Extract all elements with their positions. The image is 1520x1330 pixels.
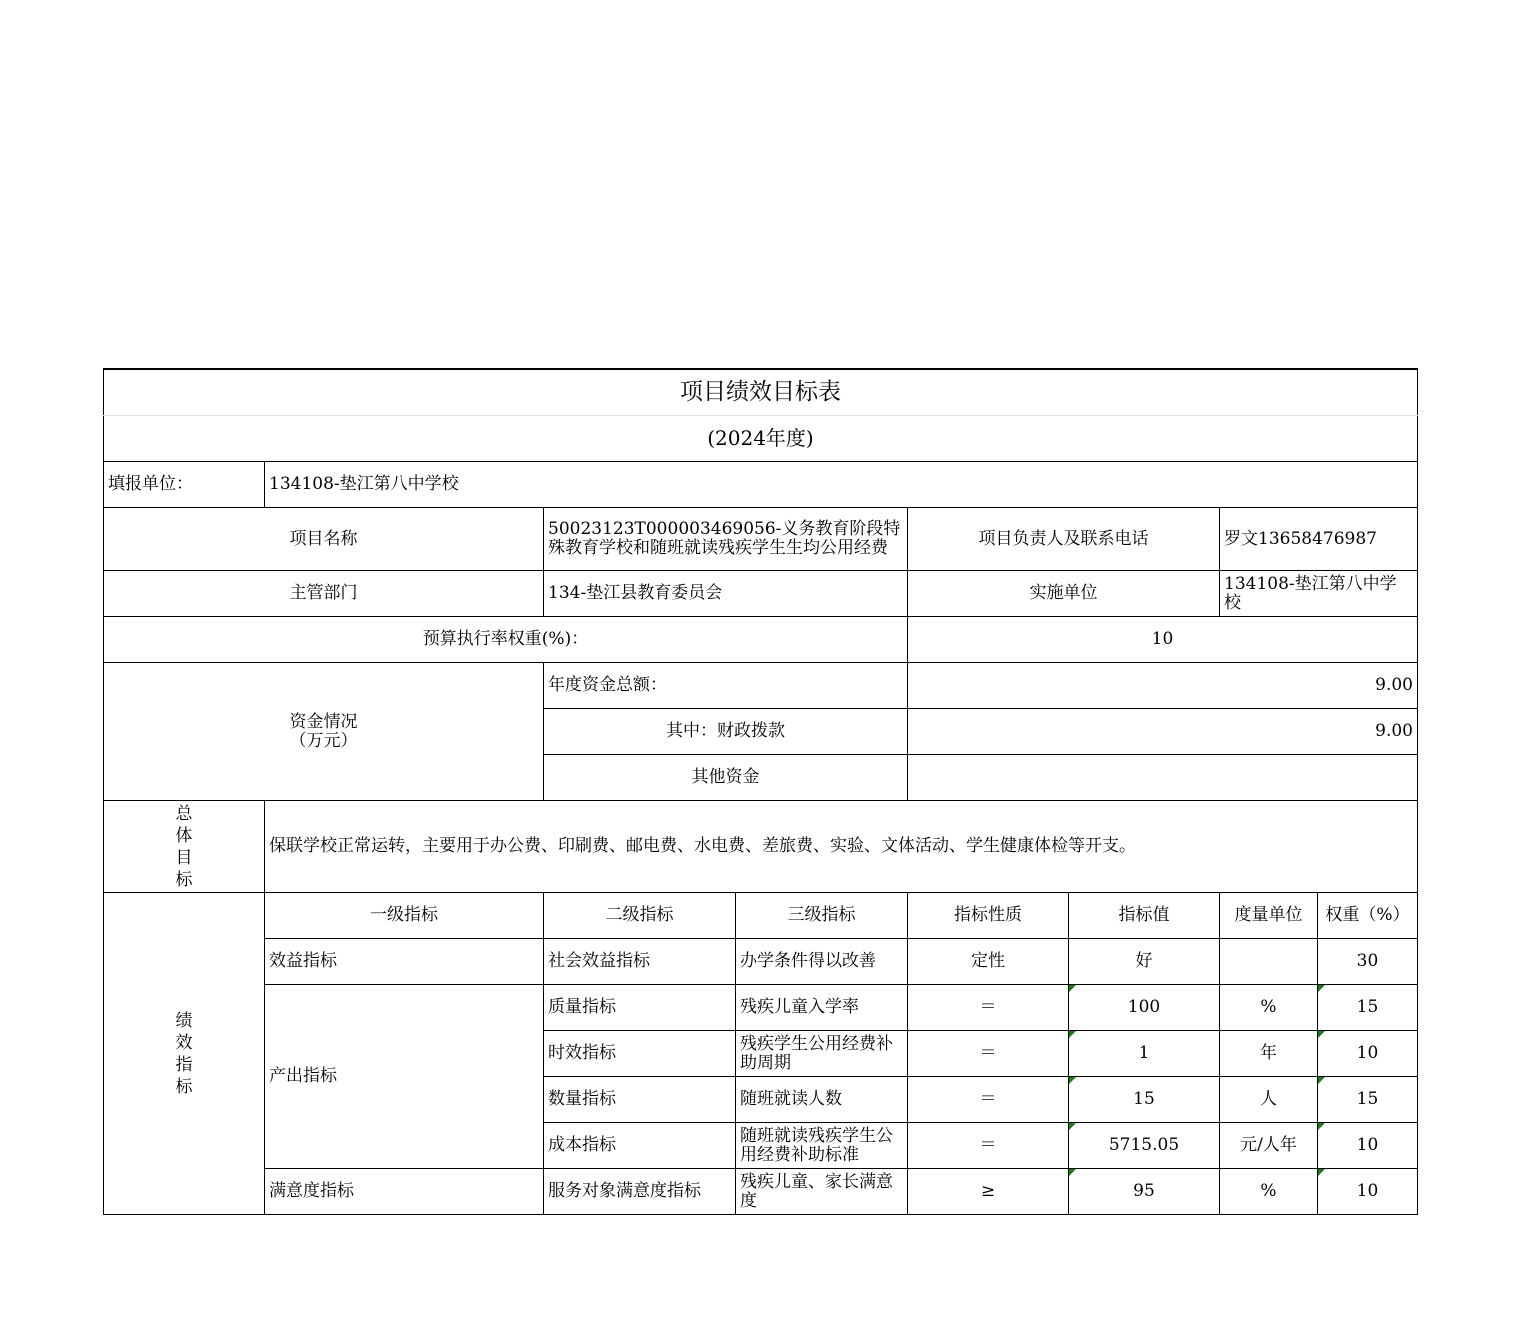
table-row bbox=[104, 939, 1418, 985]
owner-value: 罗文13658476987 bbox=[1220, 508, 1418, 571]
budget-weight-label: 预算执行率权重(%)： bbox=[104, 617, 908, 663]
row-level3: 残疾学生公用经费补助周期 bbox=[736, 1031, 908, 1077]
row-level1: 满意度指标 bbox=[265, 1169, 544, 1215]
row-nature: ＝ bbox=[908, 1077, 1069, 1123]
row-value: 好 bbox=[1069, 939, 1220, 985]
row-value: 1 bbox=[1069, 1031, 1220, 1077]
budget-weight-value: 10 bbox=[908, 617, 1418, 663]
project-name-label: 项目名称 bbox=[104, 508, 544, 571]
row-level2: 服务对象满意度指标 bbox=[544, 1169, 736, 1215]
dept-label: 主管部门 bbox=[104, 571, 544, 617]
table-subtitle: (2024年度) bbox=[104, 416, 1418, 462]
row-unit: 年 bbox=[1220, 1031, 1318, 1077]
dept-value: 134-垫江县教育委员会 bbox=[544, 571, 908, 617]
row-weight: 15 bbox=[1318, 985, 1418, 1031]
row-value: 100 bbox=[1069, 985, 1220, 1031]
row-nature: 定性 bbox=[908, 939, 1069, 985]
row-level1: 效益指标 bbox=[265, 939, 544, 985]
row-weight: 10 bbox=[1318, 1031, 1418, 1077]
unit-label: 填报单位： bbox=[104, 462, 265, 508]
header-unit: 度量单位 bbox=[1220, 893, 1318, 939]
row-weight: 10 bbox=[1318, 1169, 1418, 1215]
funds-label-line-1: 资金情况 bbox=[289, 711, 358, 732]
owner-label: 项目负责人及联系电话 bbox=[908, 508, 1220, 571]
row-nature: ＝ bbox=[908, 1031, 1069, 1077]
performance-target-sheet bbox=[103, 368, 1417, 1215]
funds-other-label: 其他资金 bbox=[544, 755, 908, 801]
row-level2: 数量指标 bbox=[544, 1077, 736, 1123]
impl-value: 134108-垫江第八中学校 bbox=[1220, 571, 1418, 617]
row-weight: 30 bbox=[1318, 939, 1418, 985]
goal-label-char: 总 bbox=[175, 803, 193, 824]
unit-value: 134108-垫江第八中学校 bbox=[265, 462, 1418, 508]
row-unit: % bbox=[1220, 985, 1318, 1031]
funds-fiscal-value: 9.00 bbox=[908, 709, 1418, 755]
funds-label bbox=[104, 663, 544, 801]
row-unit: 元/人年 bbox=[1220, 1123, 1318, 1169]
goal-label-char: 目 bbox=[175, 847, 193, 868]
row-level2: 成本指标 bbox=[544, 1123, 736, 1169]
row-weight: 15 bbox=[1318, 1077, 1418, 1123]
header-level3: 三级指标 bbox=[736, 893, 908, 939]
row-unit: 人 bbox=[1220, 1077, 1318, 1123]
funds-total-label: 年度资金总额： bbox=[544, 663, 908, 709]
project-name-value: 50023123T000003469056-义务教育阶段特殊教育学校和随班就读残疾学生生均公用经费 bbox=[544, 508, 908, 571]
row-nature: ＝ bbox=[908, 985, 1069, 1031]
row-level2: 质量指标 bbox=[544, 985, 736, 1031]
table-title: 项目绩效目标表 bbox=[104, 369, 1418, 416]
row-level3: 随班就读人数 bbox=[736, 1077, 908, 1123]
goal-label-char: 标 bbox=[175, 869, 193, 890]
row-level3: 办学条件得以改善 bbox=[736, 939, 908, 985]
funds-label-line-2: （万元） bbox=[289, 730, 358, 751]
funds-total-value: 9.00 bbox=[908, 663, 1418, 709]
performance-indicator-label bbox=[104, 893, 265, 1215]
row-level3: 残疾儿童、家长满意度 bbox=[736, 1169, 908, 1215]
header-value: 指标值 bbox=[1069, 893, 1220, 939]
performance-target-table bbox=[103, 368, 1418, 1215]
funds-fiscal-label: 其中：财政拨款 bbox=[544, 709, 908, 755]
row-unit bbox=[1220, 939, 1318, 985]
row-weight: 10 bbox=[1318, 1123, 1418, 1169]
header-level2: 二级指标 bbox=[544, 893, 736, 939]
perf-label-char: 绩 bbox=[175, 1010, 193, 1031]
header-nature: 指标性质 bbox=[908, 893, 1069, 939]
row-level3: 随班就读残疾学生公用经费补助标准 bbox=[736, 1123, 908, 1169]
perf-label-char: 标 bbox=[175, 1076, 193, 1097]
header-weight: 权重（%） bbox=[1318, 893, 1418, 939]
row-level3: 残疾儿童入学率 bbox=[736, 985, 908, 1031]
row-unit: % bbox=[1220, 1169, 1318, 1215]
goal-label-char: 体 bbox=[175, 825, 193, 846]
row-value: 95 bbox=[1069, 1169, 1220, 1215]
row-value: 5715.05 bbox=[1069, 1123, 1220, 1169]
row-level2: 时效指标 bbox=[544, 1031, 736, 1077]
funds-other-value bbox=[908, 755, 1418, 801]
impl-label: 实施单位 bbox=[908, 571, 1220, 617]
row-level1: 产出指标 bbox=[265, 985, 544, 1169]
overall-goal-text: 保联学校正常运转，主要用于办公费、印刷费、邮电费、水电费、差旅费、实验、文体活动、学生健康体检等开支。 bbox=[265, 801, 1418, 893]
perf-label-char: 指 bbox=[175, 1054, 193, 1075]
row-nature: ＝ bbox=[908, 1123, 1069, 1169]
overall-goal-label bbox=[104, 801, 265, 893]
header-level1: 一级指标 bbox=[265, 893, 544, 939]
row-value: 15 bbox=[1069, 1077, 1220, 1123]
table-row bbox=[104, 985, 1418, 1031]
row-level2: 社会效益指标 bbox=[544, 939, 736, 985]
perf-label-char: 效 bbox=[175, 1032, 193, 1053]
row-nature: ≥ bbox=[908, 1169, 1069, 1215]
table-row bbox=[104, 1169, 1418, 1215]
